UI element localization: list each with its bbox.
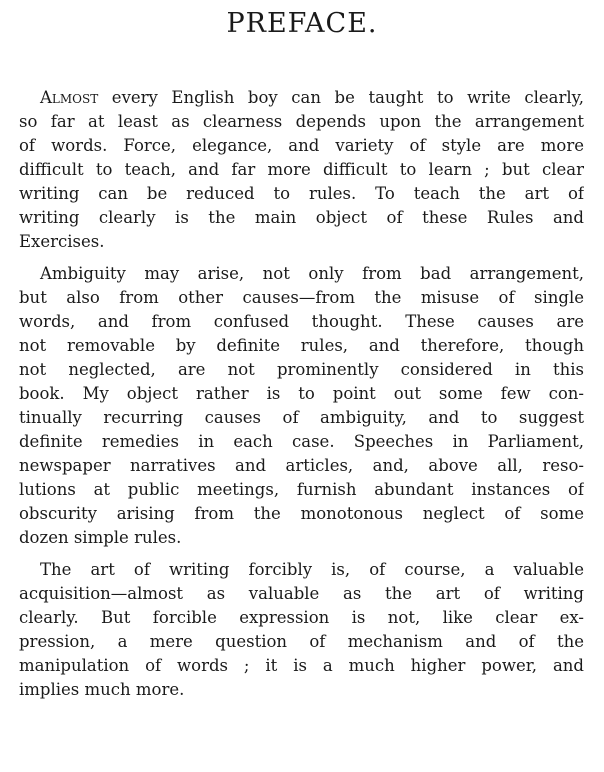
text-line: manipulation of words ; it is a much higher power, and [19,656,584,675]
text-line: so far at least as clearness depends upon the arrangement [19,112,584,131]
page-title: PREFACE. [226,8,378,39]
paragraph-2 [19,262,584,550]
text-line: tinually recurring causes of ambiguity, and to suggest [19,408,584,427]
paragraph-1 [19,86,584,254]
text-line: Exercises. [19,232,105,251]
paragraph-3 [19,558,584,702]
text-line: writing can be reduced to rules. To teach the art of [19,184,584,203]
text-line: of words. Force, elegance, and variety of style are more [19,136,584,155]
text-line: Almost every English boy can be taught to write clearly, [40,88,584,107]
text-line: The art of writing forcibly is, of course, a valuable [40,560,584,579]
text-line: obscurity arising from the monotonous neglect of some [19,504,584,523]
preface-body [19,86,584,710]
text-line: Ambiguity may arise, not only from bad arrangement, [40,264,584,283]
text-line: words, and from confused thought. These causes are [19,312,584,331]
text-line: pression, a mere question of mechanism and of the [19,632,584,651]
text-line: writing clearly is the main object of these Rules and [19,208,584,227]
text-line: difficult to teach, and far more difficult to learn ; but clear [19,160,584,179]
text-line: dozen simple rules. [19,528,182,547]
text-line: not removable by definite rules, and therefore, though [19,336,584,355]
lead-word: Almost [40,88,99,107]
text-line: clearly. But forcible expression is not, like clear ex- [19,608,584,627]
text-line: implies much more. [19,680,185,699]
text-line: definite remedies in each case. Speeches in Parliament, [19,432,584,451]
text-line: acquisition—almost as valuable as the art of writing [19,584,584,603]
text-line: not neglected, are not prominently considered in this [19,360,584,379]
text-line: but also from other causes—from the misuse of single [19,288,584,307]
text-line: newspaper narratives and articles, and, above all, reso- [19,456,584,475]
text-line: book. My object rather is to point out some few con- [19,384,584,403]
text-line: lutions at public meetings, furnish abundant instances of [19,480,584,499]
